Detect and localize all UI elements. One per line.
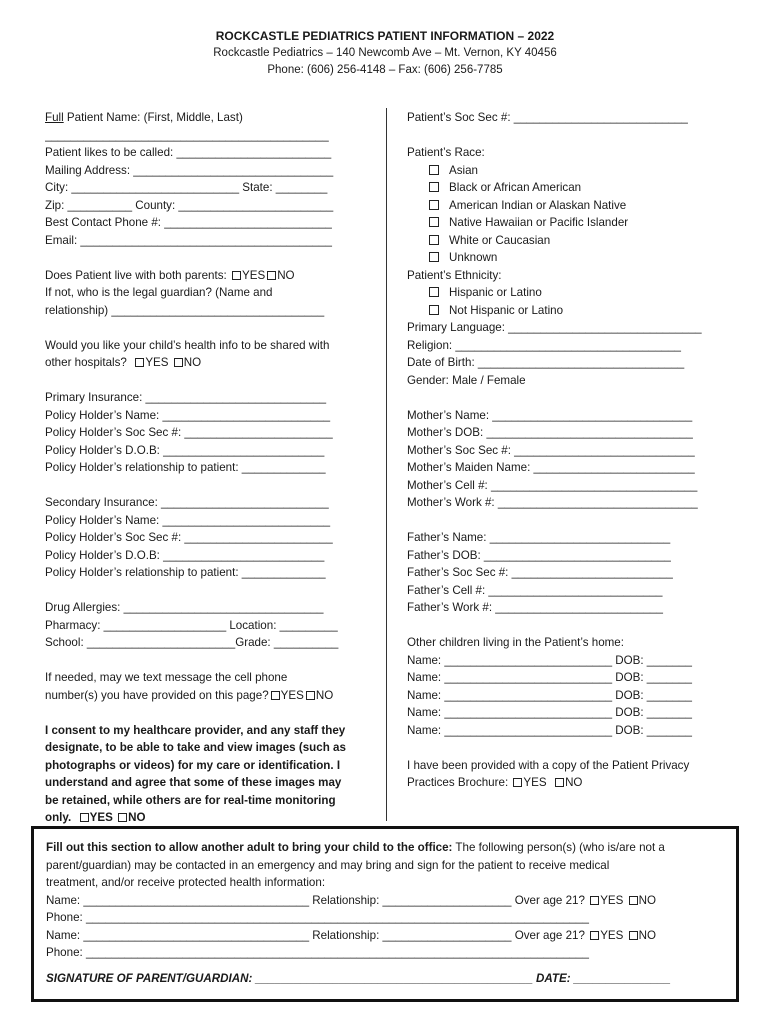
mother-name-field[interactable]: Mother’s Name: _______________________________	[407, 408, 693, 422]
checkbox[interactable]	[429, 305, 439, 315]
checkbox[interactable]	[429, 287, 439, 297]
checkbox[interactable]	[429, 182, 439, 192]
authorized-phone-2-field[interactable]: Phone: ______________________________________________________________________________	[46, 946, 589, 959]
consent-text: photographs or videos) for my care or identification. I	[45, 758, 341, 772]
authorized-phone-1-field[interactable]: Phone: ______________________________________________________________________________	[46, 911, 589, 924]
checkbox[interactable]	[590, 896, 599, 905]
policy-holder-name-field-2[interactable]: Policy Holder’s Name: __________________________	[45, 513, 331, 527]
checkbox[interactable]	[629, 931, 638, 940]
pharmacy-field[interactable]: Pharmacy: ___________________ Location: _________	[45, 618, 338, 632]
father-work-field[interactable]: Father’s Work #: __________________________	[407, 601, 663, 614]
checkbox[interactable]	[513, 778, 522, 787]
race-option[interactable]: Black or African American	[407, 179, 732, 197]
mother-cell-field[interactable]: Mother’s Cell #: ________________________________	[407, 478, 698, 492]
consent-text: be retained, while others are for real-time monitoring	[45, 793, 336, 807]
checkbox[interactable]	[429, 235, 439, 245]
checkbox[interactable]	[306, 691, 315, 700]
race-option[interactable]: Native Hawaiian or Pacific Islander	[407, 214, 732, 232]
consent-text: I consent to my healthcare provider, and any staff they	[45, 723, 346, 737]
authorized-adult-1-field[interactable]: Name: ___________________________________ Relationship: ____________________ Over age 21? YES NO	[46, 893, 657, 907]
religion-field[interactable]: Religion: ___________________________________	[407, 338, 682, 352]
share-info-options: other hospitals? YES NO	[45, 356, 202, 369]
race-option[interactable]: Unknown	[407, 249, 732, 267]
ethnicity-option[interactable]: Not Hispanic or Latino	[407, 302, 732, 320]
policy-holder-ssn-field-2[interactable]: Policy Holder’s Soc Sec #: _______________________	[45, 531, 333, 544]
full-name-label: Full Patient Name: (First, Middle, Last)	[45, 111, 243, 124]
consent-options: only. YES NO	[45, 811, 146, 824]
checkbox[interactable]	[555, 778, 564, 787]
city-state-field[interactable]: City: __________________________ State: ________	[45, 181, 328, 194]
race-label: Patient’s Race:	[407, 146, 485, 159]
checkbox[interactable]	[232, 271, 241, 280]
form-title: ROCKCASTLE PEDIATRICS PATIENT INFORMATION – 2022	[215, 29, 555, 43]
father-name-field[interactable]: Father’s Name: ____________________________	[407, 531, 671, 544]
child-row-field[interactable]: Name: __________________________ DOB: _______	[407, 723, 692, 737]
mother-work-field[interactable]: Mother’s Work #: _______________________________	[407, 496, 698, 509]
child-row-field[interactable]: Name: __________________________ DOB: _______	[407, 688, 692, 702]
gender-field[interactable]: Gender: Male / Female	[407, 373, 526, 387]
checkbox[interactable]	[271, 691, 280, 700]
guardian-label: If not, who is the legal guardian? (Name and	[45, 286, 273, 299]
policy-holder-relationship-field-2[interactable]: Policy Holder’s relationship to patient: _____________	[45, 566, 326, 579]
child-row-field[interactable]: Name: __________________________ DOB: _______	[407, 653, 692, 667]
race-option[interactable]: Asian	[407, 162, 732, 180]
checkbox[interactable]	[429, 217, 439, 227]
policy-holder-dob-field-2[interactable]: Policy Holder’s D.O.B: _________________________	[45, 548, 325, 562]
date-of-birth-field[interactable]: Date of Birth: ________________________________	[407, 356, 685, 369]
authorized-intro: Fill out this section to allow another adult to bring your child to the office: The following person(s) (who is/are not a	[46, 841, 665, 854]
consent-text: designate, to be able to take and view images (such as	[45, 741, 346, 754]
guardian-field[interactable]: relationship) _________________________________	[45, 303, 325, 317]
patient-ssn-field[interactable]: Patient’s Soc Sec #: ___________________________	[407, 111, 688, 124]
checkbox[interactable]	[629, 896, 638, 905]
right-column	[407, 109, 732, 792]
mother-dob-field[interactable]: Mother’s DOB: ________________________________	[407, 426, 693, 439]
authorized-intro: parent/guardian) may be contacted in an emergency and may bring and sign for the patient to receive medical	[46, 858, 610, 872]
checkbox[interactable]	[429, 200, 439, 210]
other-children-label: Other children living in the Patient’s home:	[407, 636, 624, 649]
privacy-options: Practices Brochure: YES NO	[407, 776, 583, 789]
checkbox[interactable]	[429, 165, 439, 175]
father-dob-field[interactable]: Father’s DOB: _____________________________	[407, 548, 671, 562]
primary-language-field[interactable]: Primary Language: ______________________________	[407, 321, 702, 334]
full-name-field[interactable]: ____________________________________________	[45, 128, 329, 142]
both-parents-question: Does Patient live with both parents: YES NO	[45, 268, 295, 282]
left-column	[45, 109, 375, 827]
checkbox[interactable]	[80, 813, 89, 822]
child-row-field[interactable]: Name: __________________________ DOB: _______	[407, 671, 692, 684]
child-row-field[interactable]: Name: __________________________ DOB: _______	[407, 706, 692, 719]
primary-insurance-field[interactable]: Primary Insurance: ____________________________	[45, 391, 327, 404]
checkbox[interactable]	[429, 252, 439, 262]
ethnicity-label: Patient’s Ethnicity:	[407, 268, 502, 282]
father-ssn-field[interactable]: Father’s Soc Sec #: _________________________	[407, 566, 673, 579]
likes-called-field[interactable]: Patient likes to be called: ________________________	[45, 146, 332, 159]
policy-holder-relationship-field[interactable]: Policy Holder’s relationship to patient: _____________	[45, 461, 326, 474]
race-option[interactable]: White or Caucasian	[407, 232, 732, 250]
text-message-options: number(s) you have provided on this page? YES NO	[45, 688, 334, 702]
mother-ssn-field[interactable]: Mother’s Soc Sec #: ____________________________	[407, 443, 695, 457]
authorized-adult-2-field[interactable]: Name: ___________________________________ Relationship: ____________________ Over age 21? YES NO	[46, 928, 657, 942]
checkbox[interactable]	[267, 271, 276, 280]
drug-allergies-field[interactable]: Drug Allergies: _______________________________	[45, 601, 324, 614]
race-option[interactable]: American Indian or Alaskan Native	[407, 197, 732, 215]
authorized-intro: treatment, and/or receive protected health information:	[46, 876, 326, 889]
clinic-phone: Phone: (606) 256-4148 – Fax: (606) 256-7785	[267, 64, 503, 76]
father-cell-field[interactable]: Father’s Cell #: ___________________________	[407, 583, 663, 597]
policy-holder-ssn-field[interactable]: Policy Holder’s Soc Sec #: _______________________	[45, 426, 333, 439]
ethnicity-option[interactable]: Hispanic or Latino	[407, 284, 732, 302]
secondary-insurance-field[interactable]: Secondary Insurance: __________________________	[45, 496, 329, 509]
checkbox[interactable]	[590, 931, 599, 940]
contact-phone-field[interactable]: Best Contact Phone #: __________________________	[45, 216, 332, 229]
clinic-address: Rockcastle Pediatrics – 140 Newcomb Ave – Mt. Vernon, KY 40456	[213, 47, 557, 59]
school-field[interactable]: School: _______________________Grade: __________	[45, 636, 339, 649]
policy-holder-dob-field[interactable]: Policy Holder’s D.O.B: _________________________	[45, 443, 325, 457]
zip-county-field[interactable]: Zip: __________ County: ________________________	[45, 198, 334, 212]
share-info-question: Would you like your child’s health info to be shared with	[45, 338, 330, 352]
checkbox[interactable]	[118, 813, 127, 822]
consent-text: understand and agree that some of these images may	[45, 776, 342, 789]
text-message-question: If needed, may we text message the cell phone	[45, 671, 288, 684]
checkbox[interactable]	[174, 358, 183, 367]
checkbox[interactable]	[135, 358, 144, 367]
email-field[interactable]: Email: _______________________________________	[45, 233, 332, 247]
mailing-address-field[interactable]: Mailing Address: _______________________________	[45, 163, 334, 177]
privacy-statement: I have been provided with a copy of the Patient Privacy	[407, 758, 690, 772]
form-header	[0, 28, 770, 79]
policy-holder-name-field[interactable]: Policy Holder’s Name: __________________________	[45, 408, 331, 422]
signature-line[interactable]: SIGNATURE OF PARENT/GUARDIAN: ___________________________________________ DATE: _______________	[46, 971, 671, 985]
column-divider	[386, 108, 387, 821]
mother-maiden-field[interactable]: Mother’s Maiden Name: _________________________	[407, 461, 695, 474]
authorized-adult-section	[31, 826, 739, 1002]
